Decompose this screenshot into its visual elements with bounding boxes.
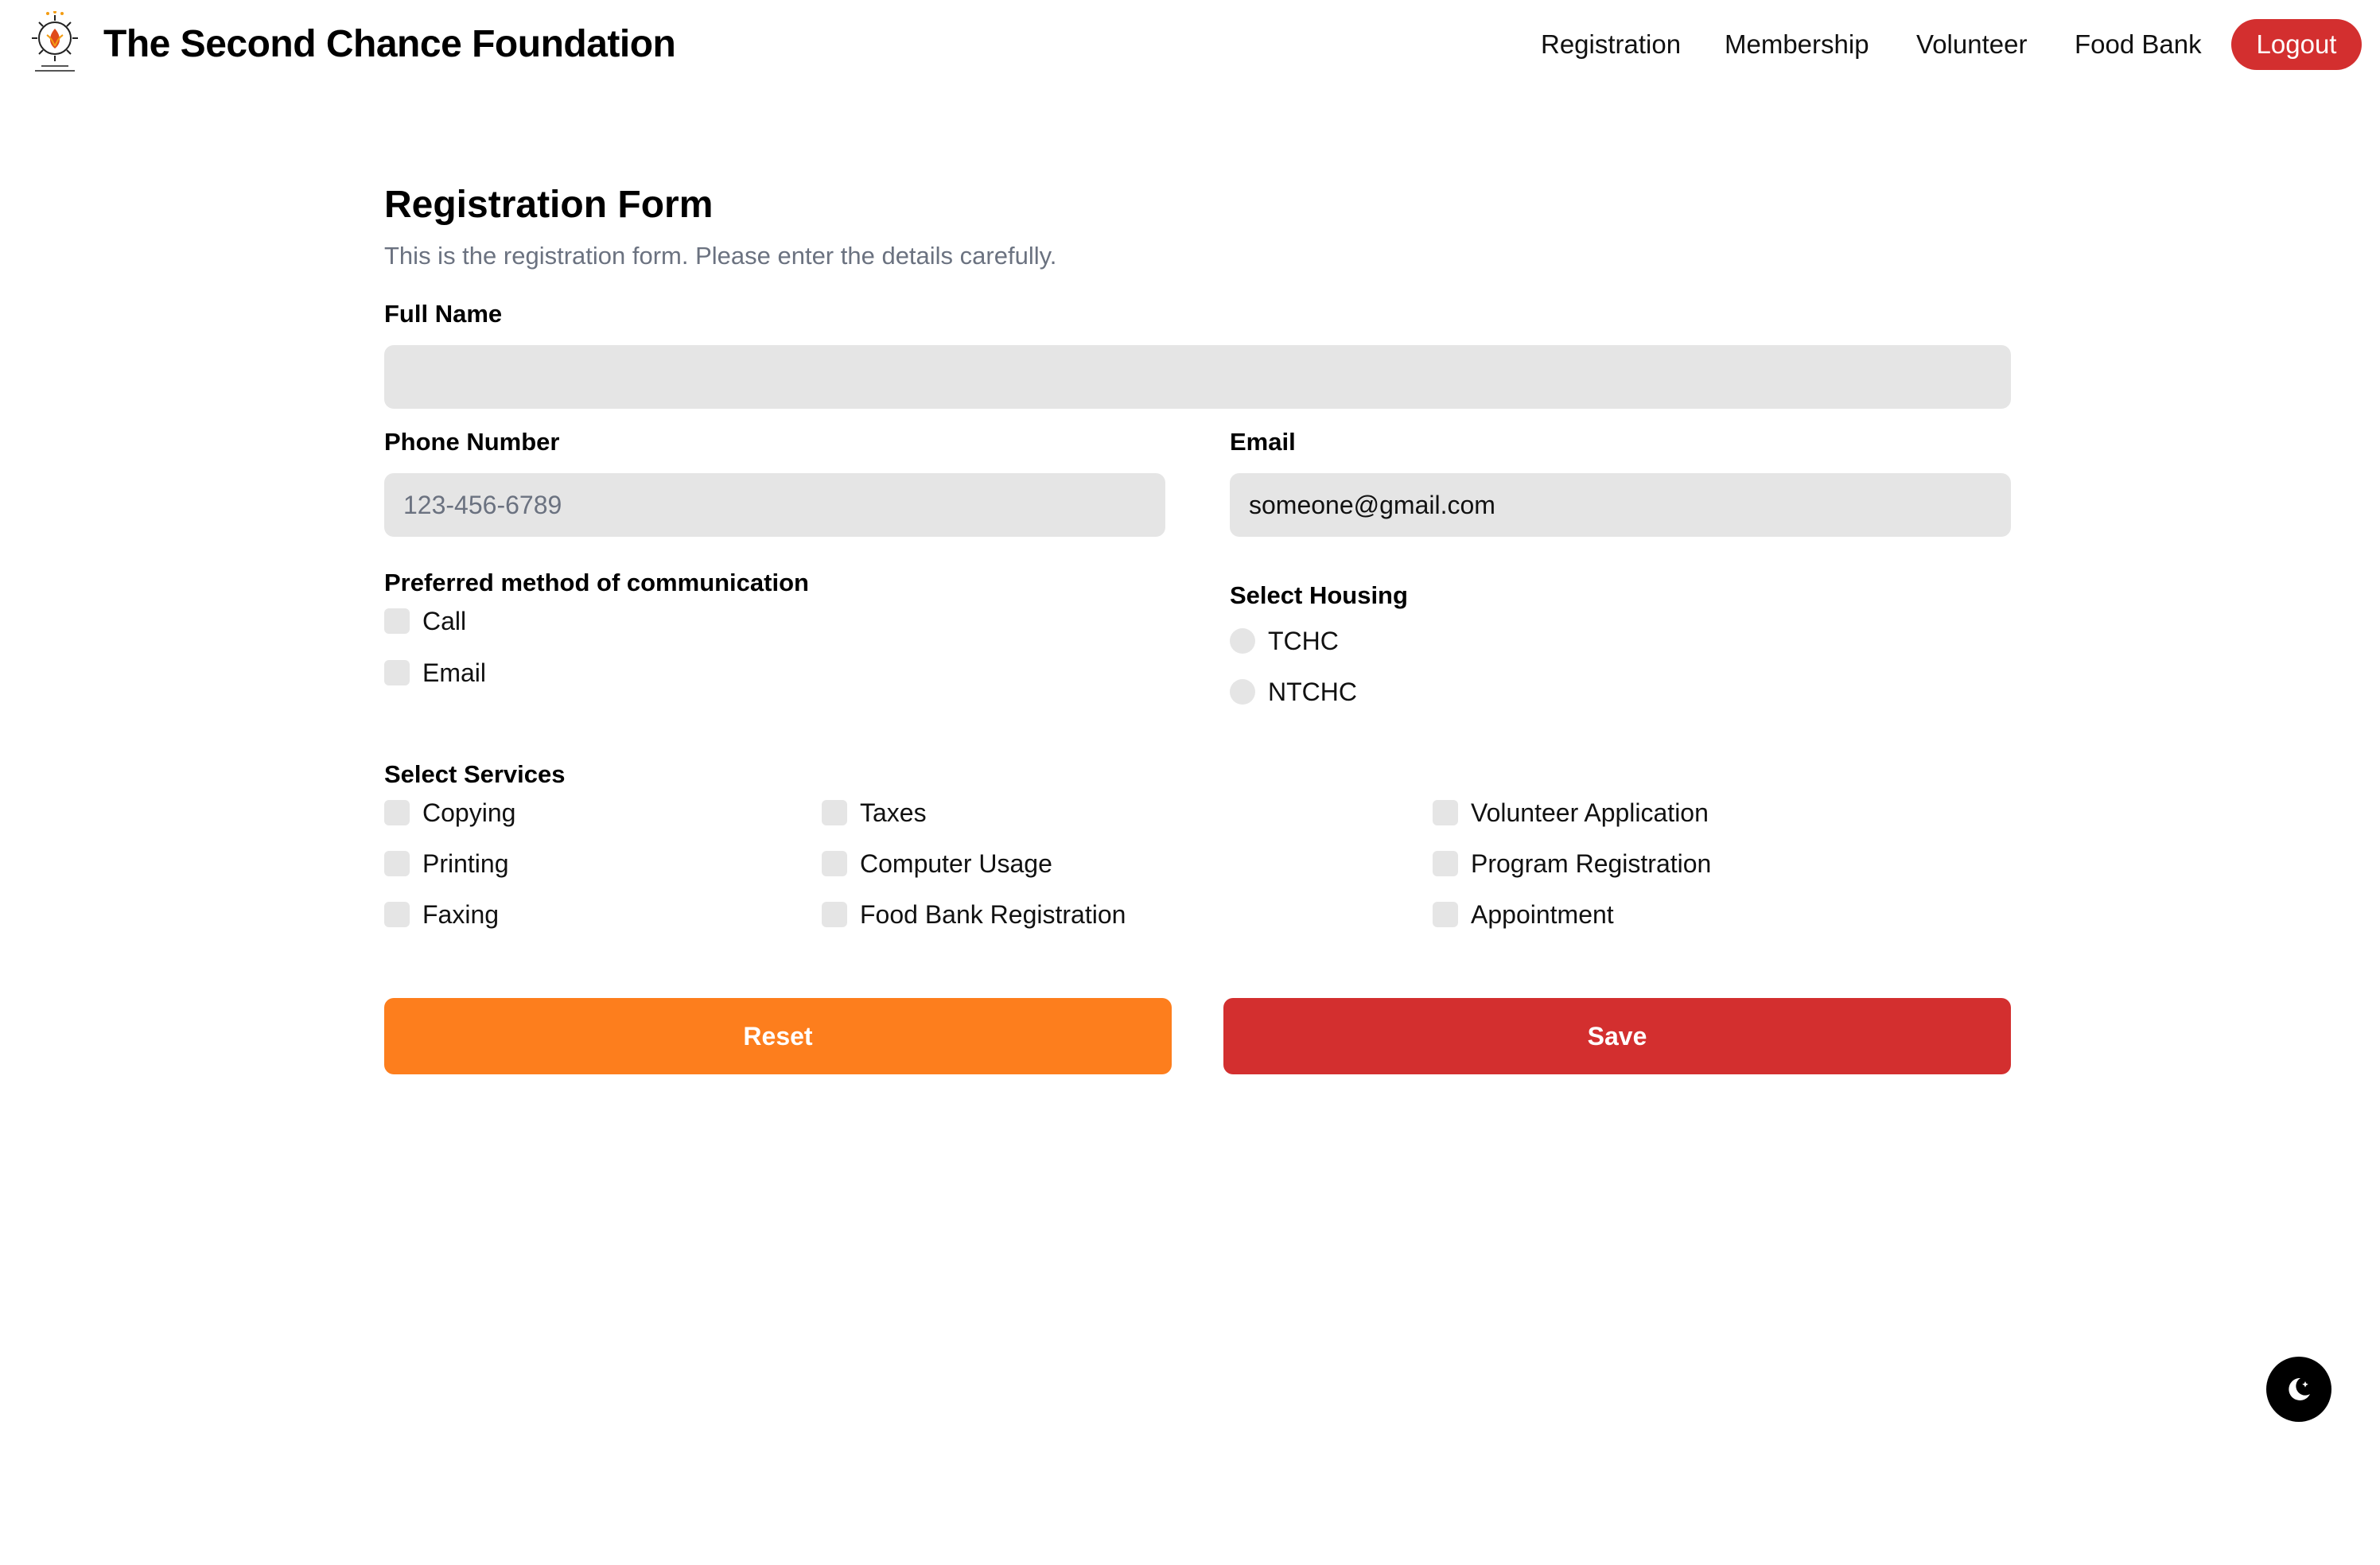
services-label: Select Services xyxy=(384,760,566,788)
housing-option-ntchc[interactable] xyxy=(1230,676,1357,708)
nav-volunteer[interactable]: Volunteer xyxy=(1916,29,2028,59)
appointment-checkbox[interactable] xyxy=(1433,902,1458,927)
moon-icon xyxy=(2283,1373,2315,1405)
printing-label: Printing xyxy=(422,849,509,878)
computer-usage-checkbox[interactable] xyxy=(822,851,847,876)
reset-button[interactable]: Reset xyxy=(384,998,1172,1074)
volunteer-application-checkbox[interactable] xyxy=(1433,800,1458,825)
copying-label: Copying xyxy=(422,798,516,827)
computer-usage-label: Computer Usage xyxy=(860,849,1052,878)
volunteer-application-label: Volunteer Application xyxy=(1471,798,1709,827)
faxing-label: Faxing xyxy=(422,900,500,929)
nav-membership[interactable]: Membership xyxy=(1725,29,1869,59)
ntchc-radio[interactable] xyxy=(1230,679,1255,705)
call-label: Call xyxy=(422,607,467,635)
foundation-logo[interactable] xyxy=(30,11,80,76)
top-navbar xyxy=(0,0,2380,92)
tchc-label: TCHC xyxy=(1268,627,1339,655)
email-input[interactable] xyxy=(1230,473,2011,537)
email-option-label: Email xyxy=(422,658,487,687)
tchc-radio[interactable] xyxy=(1230,628,1255,654)
copying-checkbox[interactable] xyxy=(384,800,410,825)
food-bank-registration-checkbox[interactable] xyxy=(822,902,847,927)
call-checkbox[interactable] xyxy=(384,608,410,634)
service-option-food-bank-registration[interactable] xyxy=(822,899,1126,930)
phone-input[interactable] xyxy=(384,473,1165,537)
housing-option-tchc[interactable] xyxy=(1230,625,1339,657)
nav-food-bank[interactable]: Food Bank xyxy=(2075,29,2202,59)
logout-button[interactable]: Logout xyxy=(2231,19,2362,70)
email-label: Email xyxy=(1230,428,1296,456)
communication-option-email[interactable] xyxy=(384,657,486,689)
service-option-volunteer-application[interactable] xyxy=(1433,797,1709,829)
service-option-taxes[interactable] xyxy=(822,797,927,829)
food-bank-registration-label: Food Bank Registration xyxy=(860,900,1126,929)
full-name-input[interactable] xyxy=(384,345,2011,409)
communication-label: Preferred method of communication xyxy=(384,569,809,596)
program-registration-checkbox[interactable] xyxy=(1433,851,1458,876)
service-option-copying[interactable] xyxy=(384,797,515,829)
nav-registration[interactable]: Registration xyxy=(1541,29,1682,59)
taxes-label: Taxes xyxy=(860,798,927,827)
service-option-appointment[interactable] xyxy=(1433,899,1614,930)
program-registration-label: Program Registration xyxy=(1471,849,1712,878)
service-option-printing[interactable] xyxy=(384,848,509,880)
ntchc-label: NTCHC xyxy=(1268,678,1357,706)
page-title: Registration Form xyxy=(384,184,714,226)
printing-checkbox[interactable] xyxy=(384,851,410,876)
service-option-computer-usage[interactable] xyxy=(822,848,1052,880)
service-option-program-registration[interactable] xyxy=(1433,848,1711,880)
email-checkbox[interactable] xyxy=(384,660,410,685)
save-button[interactable]: Save xyxy=(1223,998,2011,1074)
brand-name[interactable]: The Second Chance Foundation xyxy=(103,23,676,65)
taxes-checkbox[interactable] xyxy=(822,800,847,825)
full-name-label: Full Name xyxy=(384,300,503,328)
communication-option-call[interactable] xyxy=(384,605,466,637)
appointment-label: Appointment xyxy=(1471,900,1614,929)
faxing-checkbox[interactable] xyxy=(384,902,410,927)
page-subtitle: This is the registration form. Please enter the details carefully. xyxy=(384,242,1057,270)
theme-toggle-button[interactable] xyxy=(2266,1357,2331,1422)
service-option-faxing[interactable] xyxy=(384,899,499,930)
housing-label: Select Housing xyxy=(1230,581,1408,609)
phone-label: Phone Number xyxy=(384,428,560,456)
